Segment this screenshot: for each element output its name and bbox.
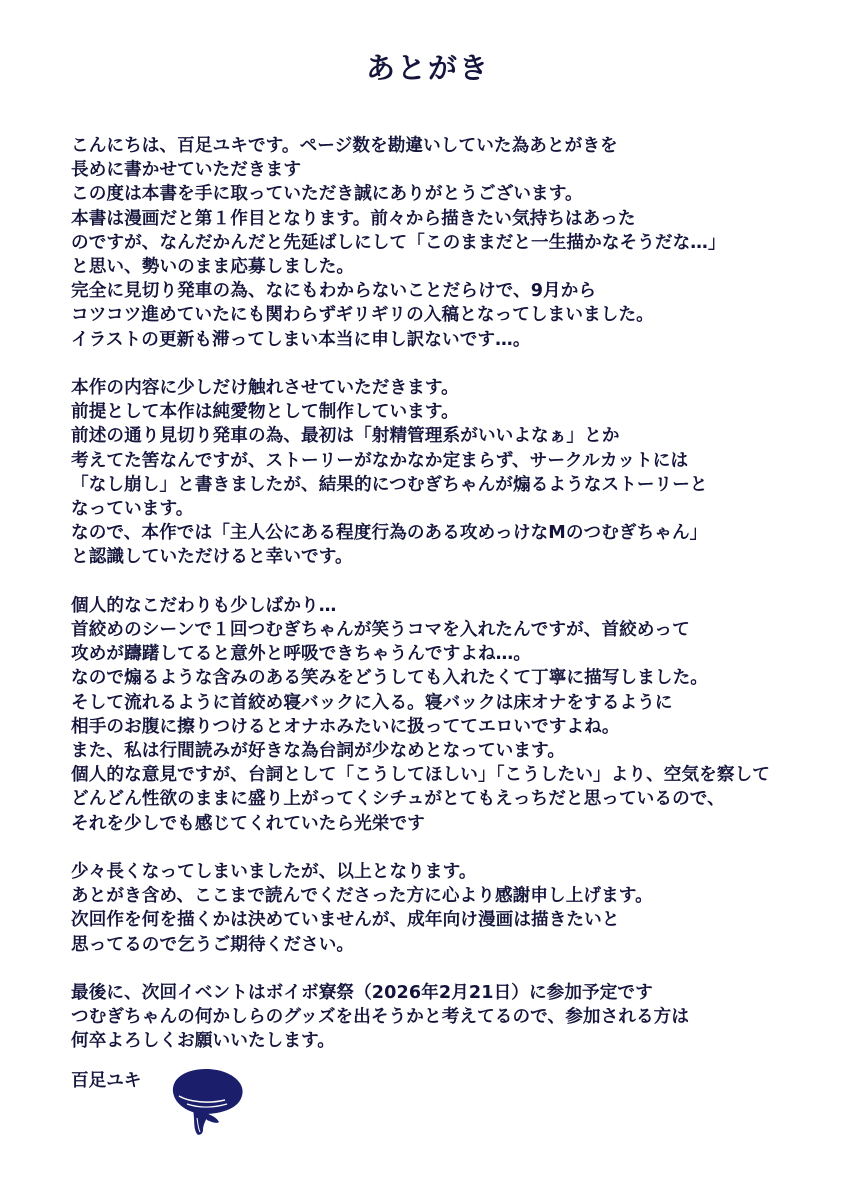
text-line: のですが、なんだかんだと先延ばしにして「このままだと一生描かなそうだな…」 (71, 232, 726, 253)
text-line: 本作の内容に少しだけ触れさせていただきます。 (71, 378, 459, 399)
text-line: 長めに書かせていただきます (71, 160, 302, 181)
text-line: また、私は行間読みが好きな為台詞が少なめとなっています。 (71, 741, 566, 762)
text-line: と認識していただけると幸いです。 (71, 547, 353, 568)
page-title: あとがき (365, 51, 490, 85)
text-line: 完全に見切り発車の為、なにもわからないことだらけで、9月から (71, 281, 597, 302)
text-line: 次回作を何を描くかは決めていませんが、成年向け漫画は描きたいと (71, 910, 620, 931)
text-line: なので煽るような含みのある笑みをどうしても入れたくて丁寧に描写しました。 (71, 668, 708, 689)
text-line: 攻めが躊躇してると意外と呼吸できちゃうんですよね…。 (71, 644, 532, 665)
text-line: と思い、勢いのまま応募しました。 (71, 257, 355, 278)
text-line: 個人的な意見ですが、台詞として「こうしてほしい」「こうしたい」より、空気を察して (71, 765, 770, 786)
text-line: 前提として本作は純愛物として制作しています。 (71, 402, 459, 423)
text-line: 前述の通り見切り発車の為、最初は「射精管理系がいいよなぁ」とか (71, 426, 620, 447)
text-line: 相手のお腹に擦りつけるとオナホみたいに扱っててエロいですよね。 (71, 716, 620, 737)
paragraph (71, 376, 841, 570)
text-line: コツコツ進めていたにも関わらずギリギリの入稿となってしまいました。 (71, 305, 654, 326)
text-line: 「なし崩し」と書きましたが、結果的につむぎちゃんが煽るようなストーリーと (71, 474, 708, 495)
text-line: なので、本作では「主人公にある程度行為のある攻めっけなMのつむぎちゃん」 (71, 523, 708, 544)
text-line: 少々長くなってしまいましたが、以上となります。 (71, 862, 477, 883)
text-line: 首絞めのシーンで１回つむぎちゃんが笑うコマを入れたんですが、首絞めって (71, 620, 690, 641)
author-signature: 百足ユキ (71, 1071, 142, 1091)
text-line: イラストの更新も滞ってしまい本当に申し訳ないです…。 (71, 329, 531, 350)
paragraph (71, 860, 841, 957)
text-line: あとがき含め、ここまで読んでくださった方に心より感謝申し上げます。 (71, 886, 653, 907)
text-line: この度は本書を手に取っていただき誠にありがとうございます。 (71, 184, 583, 205)
text-line: つむぎちゃんの何かしらのグッズを出そうかと考えてるので、参加される方は (71, 1007, 690, 1028)
beret-hat-icon (165, 1062, 247, 1138)
text-line: 本書は漫画だと第１作目となります。前々から描きたい気持ちはあった (71, 208, 636, 229)
text-line: そして流れるように首絞め寝バックに入る。寝バックは床オナをするように (71, 692, 673, 713)
text-line: なっています。 (71, 499, 194, 520)
text-line: どんどん性欲のままに盛り上がってくシチュがとてもえっちだと思っているので、 (71, 789, 725, 810)
text-line: 個人的なこだわりも少しばかり… (71, 595, 337, 616)
text-line: 思ってるので乞うご期待ください。 (71, 934, 355, 955)
paragraph (71, 134, 841, 352)
text-line: 最後に、次回イベントはボイボ寮祭（2026年2月21日）に参加予定です (71, 983, 653, 1004)
paragraph (71, 981, 841, 1054)
paragraph (71, 594, 841, 836)
text-line: 何卒よろしくお願いいたします。 (71, 1031, 335, 1052)
text-line: それを少しでも感じてくれていたら光栄です (71, 813, 425, 834)
afterword-body (71, 134, 841, 1078)
text-line: 考えてた筈なんですが、ストーリーがなかなか定まらず、サークルカットには (71, 450, 689, 471)
text-line: こんにちは、百足ユキです。ページ数を勘違いしていた為あとがきを (71, 136, 618, 156)
